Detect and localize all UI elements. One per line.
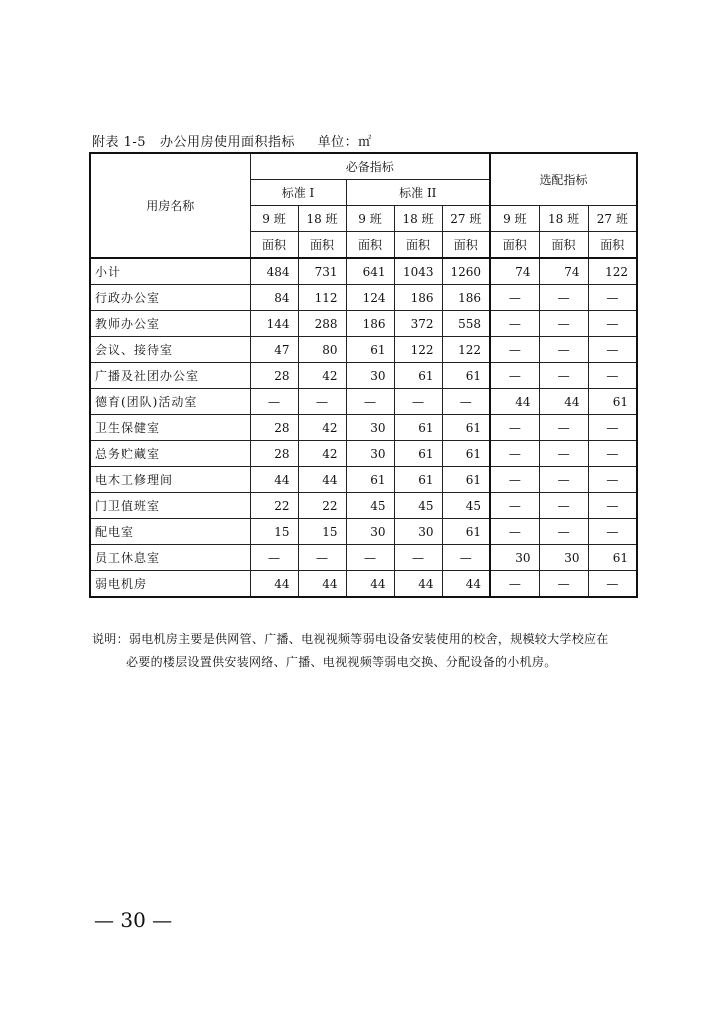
- area-value-cell: 44: [346, 571, 394, 598]
- area-value-cell: 372: [394, 311, 442, 337]
- area-value-cell: 558: [442, 311, 490, 337]
- area-value-cell: 45: [346, 493, 394, 519]
- area-value-cell: 30: [490, 545, 539, 571]
- area-table: [89, 152, 638, 598]
- class-header: 9 班: [490, 206, 539, 232]
- area-value-cell: 1260: [442, 258, 490, 285]
- area-value-cell: 61: [346, 337, 394, 363]
- area-value-cell: 22: [298, 493, 346, 519]
- area-value-cell: —: [490, 415, 539, 441]
- area-value-cell: 45: [394, 493, 442, 519]
- area-value-cell: —: [490, 337, 539, 363]
- area-value-cell: 124: [346, 285, 394, 311]
- area-value-cell: 74: [490, 258, 539, 285]
- area-value-cell: 484: [250, 258, 298, 285]
- area-value-cell: —: [250, 545, 298, 571]
- room-name-cell: 德育(团队)活动室: [90, 389, 250, 415]
- area-value-cell: 61: [588, 545, 637, 571]
- area-value-cell: 28: [250, 441, 298, 467]
- area-value-cell: —: [588, 571, 637, 598]
- area-value-cell: 22: [250, 493, 298, 519]
- area-value-cell: 44: [442, 571, 490, 598]
- area-value-cell: 28: [250, 415, 298, 441]
- area-value-cell: —: [588, 415, 637, 441]
- area-value-cell: 61: [394, 467, 442, 493]
- area-value-cell: 1043: [394, 258, 442, 285]
- area-value-cell: 122: [394, 337, 442, 363]
- area-value-cell: 288: [298, 311, 346, 337]
- area-value-cell: 30: [394, 519, 442, 545]
- table-row: [90, 441, 637, 467]
- area-value-cell: —: [394, 545, 442, 571]
- room-name-cell: 卫生保健室: [90, 415, 250, 441]
- room-name-cell: 电木工修理间: [90, 467, 250, 493]
- area-value-cell: 42: [298, 415, 346, 441]
- area-value-cell: —: [588, 363, 637, 389]
- area-header: 面积: [250, 232, 298, 259]
- class-header: 9 班: [250, 206, 298, 232]
- table-row: [90, 337, 637, 363]
- area-value-cell: 144: [250, 311, 298, 337]
- area-value-cell: 61: [442, 519, 490, 545]
- area-value-cell: 61: [442, 363, 490, 389]
- page-number: — 30 —: [94, 908, 173, 932]
- area-value-cell: —: [588, 519, 637, 545]
- table-note: [92, 628, 637, 674]
- area-header: 面积: [298, 232, 346, 259]
- area-value-cell: —: [490, 467, 539, 493]
- area-value-cell: —: [490, 571, 539, 598]
- optional-header: 选配指标: [490, 153, 637, 206]
- area-value-cell: —: [539, 337, 588, 363]
- area-value-cell: 30: [346, 519, 394, 545]
- area-value-cell: —: [539, 311, 588, 337]
- area-value-cell: —: [539, 493, 588, 519]
- area-header: 面积: [539, 232, 588, 259]
- area-value-cell: 30: [346, 363, 394, 389]
- area-value-cell: 30: [346, 441, 394, 467]
- room-name-cell: 小计: [90, 258, 250, 285]
- room-name-header: 用房名称: [90, 153, 250, 258]
- area-value-cell: —: [250, 389, 298, 415]
- area-value-cell: 186: [346, 311, 394, 337]
- area-value-cell: —: [539, 285, 588, 311]
- table-caption: [92, 131, 372, 150]
- area-value-cell: 112: [298, 285, 346, 311]
- area-value-cell: 61: [394, 363, 442, 389]
- table-id: 附表 1-5: [92, 135, 147, 150]
- area-value-cell: 44: [394, 571, 442, 598]
- standard1-header: 标准 I: [250, 180, 346, 206]
- room-name-cell: 会议、接待室: [90, 337, 250, 363]
- room-name-cell: 总务贮藏室: [90, 441, 250, 467]
- area-value-cell: —: [539, 441, 588, 467]
- area-value-cell: —: [539, 467, 588, 493]
- table-row: [90, 415, 637, 441]
- area-value-cell: 61: [394, 441, 442, 467]
- area-value-cell: 80: [298, 337, 346, 363]
- area-value-cell: 15: [298, 519, 346, 545]
- area-value-cell: —: [346, 545, 394, 571]
- class-header: 18 班: [539, 206, 588, 232]
- area-value-cell: —: [490, 311, 539, 337]
- table-row: [90, 258, 637, 285]
- area-value-cell: —: [490, 363, 539, 389]
- area-value-cell: 186: [394, 285, 442, 311]
- table-row: [90, 285, 637, 311]
- class-header: 27 班: [442, 206, 490, 232]
- area-value-cell: 731: [298, 258, 346, 285]
- area-value-cell: 47: [250, 337, 298, 363]
- area-value-cell: 186: [442, 285, 490, 311]
- area-value-cell: 30: [346, 415, 394, 441]
- area-value-cell: 44: [539, 389, 588, 415]
- table-body: [90, 258, 637, 597]
- area-value-cell: 30: [539, 545, 588, 571]
- area-value-cell: 44: [298, 571, 346, 598]
- area-value-cell: 122: [588, 258, 637, 285]
- room-name-cell: 员工休息室: [90, 545, 250, 571]
- area-header: 面积: [394, 232, 442, 259]
- note-line: 必要的楼层设置供安装网络、广播、电视视频等弱电交换、分配设备的小机房。: [126, 655, 557, 669]
- area-value-cell: 84: [250, 285, 298, 311]
- area-value-cell: —: [588, 311, 637, 337]
- room-name-cell: 弱电机房: [90, 571, 250, 598]
- area-value-cell: 74: [539, 258, 588, 285]
- table-row: [90, 545, 637, 571]
- unit-label: 单位：㎡: [317, 135, 372, 150]
- table-row: [90, 389, 637, 415]
- area-value-cell: 61: [442, 441, 490, 467]
- room-name-cell: 门卫值班室: [90, 493, 250, 519]
- area-value-cell: —: [539, 571, 588, 598]
- area-value-cell: 42: [298, 363, 346, 389]
- area-header: 面积: [490, 232, 539, 259]
- area-value-cell: —: [539, 363, 588, 389]
- area-value-cell: 641: [346, 258, 394, 285]
- area-value-cell: —: [588, 441, 637, 467]
- area-value-cell: —: [490, 493, 539, 519]
- class-header: 27 班: [588, 206, 637, 232]
- area-value-cell: —: [442, 389, 490, 415]
- area-value-cell: —: [394, 389, 442, 415]
- area-value-cell: —: [588, 467, 637, 493]
- area-value-cell: —: [346, 389, 394, 415]
- area-header: 面积: [346, 232, 394, 259]
- required-header: 必备指标: [250, 153, 490, 180]
- area-value-cell: 61: [442, 467, 490, 493]
- area-header: 面积: [442, 232, 490, 259]
- class-header: 18 班: [298, 206, 346, 232]
- area-value-cell: —: [539, 415, 588, 441]
- room-name-cell: 行政办公室: [90, 285, 250, 311]
- note-line: 说明：弱电机房主要是供网管、广播、电视视频等弱电设备安装使用的校舍，规模较大学校应在: [92, 632, 609, 646]
- area-value-cell: 122: [442, 337, 490, 363]
- class-header: 18 班: [394, 206, 442, 232]
- area-value-cell: 44: [298, 467, 346, 493]
- area-value-cell: —: [298, 389, 346, 415]
- table-row: [90, 363, 637, 389]
- area-value-cell: 44: [250, 467, 298, 493]
- table-title: 办公用房使用面积指标: [159, 135, 295, 150]
- area-value-cell: —: [490, 285, 539, 311]
- class-header: 9 班: [346, 206, 394, 232]
- area-value-cell: —: [588, 493, 637, 519]
- standard2-header: 标准 II: [346, 180, 490, 206]
- area-value-cell: —: [442, 545, 490, 571]
- area-value-cell: 44: [490, 389, 539, 415]
- area-value-cell: —: [588, 285, 637, 311]
- area-value-cell: 44: [250, 571, 298, 598]
- room-name-cell: 教师办公室: [90, 311, 250, 337]
- area-value-cell: 61: [394, 415, 442, 441]
- table-row: [90, 571, 637, 598]
- area-value-cell: 61: [442, 415, 490, 441]
- area-value-cell: 45: [442, 493, 490, 519]
- area-value-cell: 28: [250, 363, 298, 389]
- room-name-cell: 配电室: [90, 519, 250, 545]
- area-value-cell: —: [298, 545, 346, 571]
- area-value-cell: 42: [298, 441, 346, 467]
- table-row: [90, 519, 637, 545]
- area-value-cell: —: [588, 337, 637, 363]
- area-value-cell: —: [539, 519, 588, 545]
- table-row: [90, 493, 637, 519]
- area-value-cell: 15: [250, 519, 298, 545]
- area-header: 面积: [588, 232, 637, 259]
- area-value-cell: 61: [588, 389, 637, 415]
- room-name-cell: 广播及社团办公室: [90, 363, 250, 389]
- area-value-cell: 61: [346, 467, 394, 493]
- table-row: [90, 467, 637, 493]
- area-value-cell: —: [490, 441, 539, 467]
- area-value-cell: —: [490, 519, 539, 545]
- table-row: [90, 311, 637, 337]
